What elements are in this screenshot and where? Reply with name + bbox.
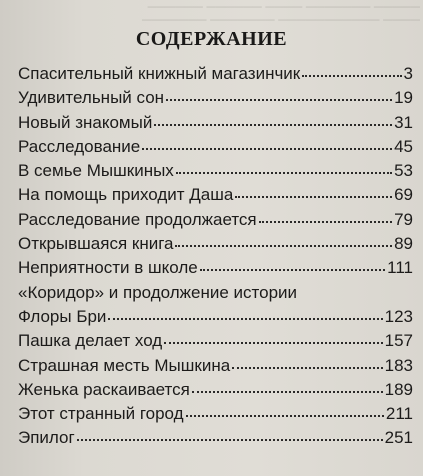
toc-entry-title: Открывшаяся книга <box>18 234 174 254</box>
toc-entry-title: Спасительный книжный магазинчик <box>18 64 301 83</box>
toc-entry-title: Этот странный город <box>18 404 184 424</box>
toc-entry-page-number: 79 <box>394 209 413 229</box>
toc-entry-page-number: 111 <box>387 258 413 278</box>
toc-entry <box>18 159 413 183</box>
toc-entry <box>18 62 413 86</box>
toc-entry-page-number: 69 <box>394 185 413 205</box>
dot-leader <box>259 221 392 223</box>
toc-entry <box>18 86 413 110</box>
dot-leader <box>186 415 384 417</box>
toc-entry-page-number: 3 <box>403 64 413 83</box>
toc-entry <box>18 111 413 135</box>
dot-leader <box>108 318 382 320</box>
dot-leader <box>142 148 392 150</box>
toc-entry-page-number: 123 <box>384 306 413 326</box>
toc-entry-page-number: 251 <box>384 428 413 448</box>
toc-entry <box>18 281 413 305</box>
toc-entry-page-number: 189 <box>384 379 413 399</box>
dot-leader <box>232 367 382 369</box>
dot-leader <box>302 75 401 77</box>
show-through-text: ───── ─────── ──── ────── ────── ──── ─────────── ─────── ─────── <box>142 0 420 27</box>
toc-entry <box>18 354 413 378</box>
toc-entry <box>18 256 413 280</box>
toc-entry <box>18 208 413 232</box>
toc-entry-page-number: 53 <box>394 161 413 181</box>
toc-entry-title: Страшная месть Мышкина <box>18 355 231 375</box>
toc-entry-title: Женька раскаивается <box>18 379 190 399</box>
toc-entry-page-number: 45 <box>394 136 413 156</box>
toc-entry-title: Флоры Бри <box>18 306 107 326</box>
toc-entry <box>18 426 413 450</box>
toc-entry-title: Новый знакомый <box>18 112 153 132</box>
dot-leader <box>77 439 383 441</box>
dot-leader <box>175 245 392 247</box>
toc-entry-page-number: 19 <box>394 88 413 108</box>
toc-entry <box>18 183 413 207</box>
dot-leader <box>200 269 385 271</box>
toc-entry-title: Удивительный сон <box>18 88 165 108</box>
toc-entry-title: Эпилог <box>18 428 75 448</box>
dot-leader <box>235 196 392 198</box>
toc-entry <box>18 232 413 256</box>
toc-entry-page-number: 157 <box>384 331 413 351</box>
toc-entry-page-number: 89 <box>394 234 413 254</box>
dot-leader <box>164 342 382 344</box>
table-of-contents <box>18 62 413 451</box>
dot-leader <box>154 124 392 126</box>
toc-entry-title: В семье Мышкиных <box>18 161 174 181</box>
toc-entry <box>18 402 413 426</box>
toc-entry <box>18 329 413 353</box>
dot-leader <box>192 391 383 393</box>
toc-entry-title: Неприятности в школе <box>18 258 198 278</box>
dot-leader <box>166 99 392 101</box>
toc-entry <box>18 305 413 329</box>
toc-entry-title: На помощь приходит Даша <box>18 185 234 205</box>
toc-entry-title: «Коридор» и продолжение истории <box>18 282 298 302</box>
toc-entry-page-number: 211 <box>385 404 413 424</box>
toc-entry <box>18 135 413 159</box>
dot-leader <box>176 172 392 174</box>
toc-entry-page-number: 183 <box>384 355 413 375</box>
toc-entry-title: Пашка делает ход <box>18 331 163 351</box>
toc-entry-title: Расследование продолжается <box>18 209 257 229</box>
toc-entry <box>18 378 413 402</box>
toc-entry-page-number: 31 <box>394 112 413 132</box>
toc-entry-title: Расследование <box>18 136 141 156</box>
page-title: СОДЕРЖАНИЕ <box>135 28 288 50</box>
